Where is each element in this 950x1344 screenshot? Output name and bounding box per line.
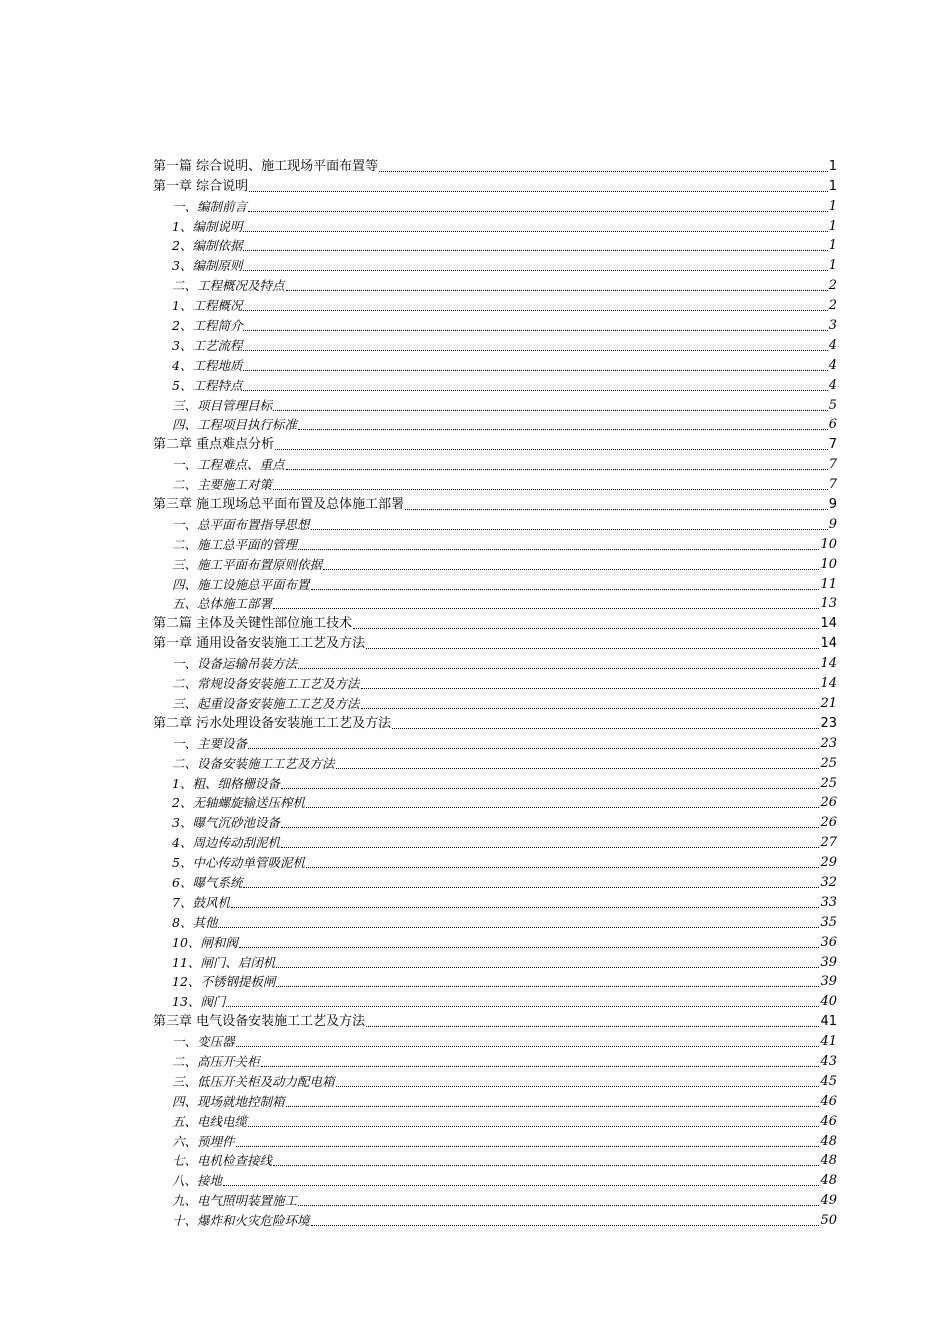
toc-sub-entry[interactable] bbox=[153, 673, 837, 693]
toc-page-number: 11 bbox=[820, 576, 837, 592]
table-of-contents bbox=[153, 156, 837, 1230]
toc-page-number: 48 bbox=[820, 1133, 837, 1149]
toc-dot-leader bbox=[273, 607, 819, 609]
toc-page-number: 35 bbox=[820, 914, 837, 930]
toc-page-number: 36 bbox=[820, 934, 837, 950]
toc-entry-title: 13、阀门 bbox=[172, 994, 226, 1010]
toc-entry-title: 二、设备安装施工工艺及方法 bbox=[172, 755, 335, 771]
toc-sub-entry[interactable] bbox=[153, 773, 837, 793]
toc-sub-entry[interactable] bbox=[153, 236, 837, 256]
toc-sub-entry[interactable] bbox=[153, 1190, 837, 1210]
toc-heading-entry[interactable] bbox=[153, 494, 837, 514]
toc-sub-entry[interactable] bbox=[153, 474, 837, 494]
toc-entry-title: 3、工艺流程 bbox=[172, 337, 243, 353]
toc-dot-leader bbox=[236, 1145, 820, 1147]
toc-dot-leader bbox=[281, 846, 819, 848]
toc-dot-leader bbox=[231, 906, 820, 908]
toc-page-number: 46 bbox=[820, 1113, 837, 1129]
toc-dot-leader bbox=[405, 508, 828, 510]
toc-page-number: 23 bbox=[820, 715, 837, 731]
toc-page-number: 1 bbox=[828, 238, 837, 254]
toc-entry-title: 四、工程项目执行标准 bbox=[172, 417, 298, 433]
toc-page-number: 14 bbox=[820, 616, 837, 632]
toc-dot-leader bbox=[223, 1184, 819, 1186]
toc-dot-leader bbox=[306, 866, 819, 868]
toc-sub-entry[interactable] bbox=[153, 375, 837, 395]
toc-dot-leader bbox=[281, 787, 819, 789]
toc-dot-leader bbox=[248, 1125, 819, 1127]
toc-page-number: 7 bbox=[828, 437, 837, 453]
toc-entry-title: 一、总平面布置指导思想 bbox=[172, 516, 310, 532]
toc-entry-title: 2、编制依据 bbox=[172, 238, 243, 254]
toc-sub-entry[interactable] bbox=[153, 653, 837, 673]
toc-entry-title: 二、施工总平面的管理 bbox=[172, 536, 298, 552]
toc-dot-leader bbox=[243, 249, 827, 251]
toc-page-number: 26 bbox=[820, 815, 837, 831]
toc-page-number: 1 bbox=[828, 258, 837, 274]
toc-entry-title: 11、闸门、启闭机 bbox=[172, 954, 276, 970]
toc-entry-title: 10、闸和阀 bbox=[172, 934, 238, 950]
toc-sub-entry[interactable] bbox=[153, 554, 837, 574]
toc-heading-entry[interactable] bbox=[153, 176, 837, 196]
toc-page-number: 39 bbox=[820, 974, 837, 990]
toc-dot-leader bbox=[243, 309, 827, 311]
toc-dot-leader bbox=[306, 806, 819, 808]
toc-page-number: 50 bbox=[820, 1213, 837, 1229]
toc-entry-title: 3、曝气沉砂池设备 bbox=[172, 815, 280, 831]
toc-dot-leader bbox=[276, 966, 819, 968]
toc-entry-title: 第一篇 综合说明、施工现场平面布置等 bbox=[153, 158, 379, 174]
toc-sub-entry[interactable] bbox=[153, 793, 837, 813]
toc-page-number: 6 bbox=[828, 417, 837, 433]
toc-dot-leader bbox=[336, 767, 820, 769]
toc-entry-title: 十、爆炸和火灾危险环境 bbox=[172, 1213, 310, 1229]
toc-sub-entry[interactable] bbox=[153, 832, 837, 852]
toc-entry-title: 第三章 电气设备安装施工工艺及方法 bbox=[153, 1014, 366, 1030]
toc-entry-title: 四、现场就地控制箱 bbox=[172, 1093, 285, 1109]
toc-page-number: 1 bbox=[828, 178, 837, 194]
toc-dot-leader bbox=[273, 409, 828, 411]
toc-sub-entry[interactable] bbox=[153, 594, 837, 614]
toc-page-number: 10 bbox=[820, 556, 837, 572]
toc-sub-entry[interactable] bbox=[153, 733, 837, 753]
toc-entry-title: 二、常规设备安装施工工艺及方法 bbox=[172, 676, 360, 692]
toc-dot-leader bbox=[311, 1224, 820, 1226]
toc-sub-entry[interactable] bbox=[153, 1151, 837, 1171]
toc-heading-entry[interactable] bbox=[153, 1011, 837, 1031]
toc-sub-entry[interactable] bbox=[153, 1210, 837, 1230]
toc-entry-title: 5、中心传动单管吸泥机 bbox=[172, 855, 305, 871]
toc-page-number: 48 bbox=[820, 1153, 837, 1169]
toc-sub-entry[interactable] bbox=[153, 1091, 837, 1111]
toc-dot-leader bbox=[243, 369, 827, 371]
toc-dot-leader bbox=[361, 707, 820, 709]
toc-dot-leader bbox=[218, 926, 819, 928]
toc-page-number: 1 bbox=[828, 198, 837, 214]
toc-sub-entry[interactable] bbox=[153, 1131, 837, 1151]
toc-dot-leader bbox=[298, 1204, 819, 1206]
toc-dot-leader bbox=[239, 946, 820, 948]
toc-page-number: 5 bbox=[828, 397, 837, 413]
toc-page-number: 48 bbox=[820, 1173, 837, 1189]
toc-entry-title: 三、施工平面布置原则依据 bbox=[172, 556, 323, 572]
toc-sub-entry[interactable] bbox=[153, 912, 837, 932]
toc-page-number: 2 bbox=[828, 278, 837, 294]
toc-page-number: 45 bbox=[820, 1073, 837, 1089]
toc-entry-title: 一、设备运输吊装方法 bbox=[172, 656, 298, 672]
toc-dot-leader bbox=[286, 1105, 820, 1107]
toc-entry-title: 三、项目管理目标 bbox=[172, 397, 273, 413]
toc-page-number: 41 bbox=[820, 1034, 837, 1050]
toc-sub-entry[interactable] bbox=[153, 196, 837, 216]
toc-page-number: 1 bbox=[828, 158, 837, 174]
toc-heading-entry[interactable] bbox=[153, 156, 837, 176]
toc-sub-entry[interactable] bbox=[153, 1051, 837, 1071]
toc-entry-title: 第一章 综合说明 bbox=[153, 178, 249, 194]
toc-page-number: 7 bbox=[828, 477, 837, 493]
toc-entry-title: 3、编制原则 bbox=[172, 258, 243, 274]
toc-sub-entry[interactable] bbox=[153, 991, 837, 1011]
toc-entry-title: 一、工程难点、重点 bbox=[172, 457, 285, 473]
toc-entry-title: 6、曝气系统 bbox=[172, 874, 243, 890]
toc-entry-title: 1、编制说明 bbox=[172, 218, 243, 234]
toc-entry-title: 8、其他 bbox=[172, 914, 218, 930]
toc-dot-leader bbox=[273, 1164, 819, 1166]
toc-entry-title: 五、总体施工部署 bbox=[172, 596, 273, 612]
toc-page-number: 25 bbox=[820, 775, 837, 791]
toc-entry-title: 1、工程概况 bbox=[172, 298, 243, 314]
toc-dot-leader bbox=[243, 329, 827, 331]
toc-dot-leader bbox=[243, 389, 827, 391]
toc-page-number: 10 bbox=[820, 536, 837, 552]
toc-page-number: 3 bbox=[828, 318, 837, 334]
toc-dot-leader bbox=[243, 269, 827, 271]
toc-sub-entry[interactable] bbox=[153, 216, 837, 236]
toc-dot-leader bbox=[276, 985, 819, 987]
toc-dot-leader bbox=[379, 170, 828, 172]
toc-entry-title: 一、编制前言 bbox=[172, 198, 248, 214]
toc-entry-title: 一、主要设备 bbox=[172, 735, 248, 751]
toc-page-number: 1 bbox=[828, 218, 837, 234]
toc-sub-entry[interactable] bbox=[153, 932, 837, 952]
toc-sub-entry[interactable] bbox=[153, 972, 837, 992]
toc-entry-title: 九、电气照明装置施工 bbox=[172, 1193, 298, 1209]
toc-dot-leader bbox=[275, 448, 828, 450]
toc-heading-entry[interactable] bbox=[153, 633, 837, 653]
toc-dot-leader bbox=[281, 826, 819, 828]
toc-dot-leader bbox=[248, 747, 819, 749]
toc-heading-entry[interactable] bbox=[153, 713, 837, 733]
toc-entry-title: 第二章 污水处理设备安装施工工艺及方法 bbox=[153, 715, 392, 731]
toc-page-number: 49 bbox=[820, 1193, 837, 1209]
toc-sub-entry[interactable] bbox=[153, 574, 837, 594]
toc-dot-leader bbox=[261, 1065, 820, 1067]
toc-sub-entry[interactable] bbox=[153, 395, 837, 415]
toc-dot-leader bbox=[353, 627, 819, 629]
toc-sub-entry[interactable] bbox=[153, 872, 837, 892]
toc-heading-entry[interactable] bbox=[153, 613, 837, 633]
toc-page-number: 27 bbox=[820, 835, 837, 851]
toc-page-number: 40 bbox=[820, 994, 837, 1010]
toc-page-number: 14 bbox=[820, 676, 837, 692]
toc-page-number: 13 bbox=[820, 596, 837, 612]
toc-dot-leader bbox=[361, 687, 820, 689]
toc-entry-title: 第二章 重点难点分析 bbox=[153, 437, 275, 453]
toc-dot-leader bbox=[243, 349, 827, 351]
toc-sub-entry[interactable] bbox=[153, 275, 837, 295]
toc-sub-entry[interactable] bbox=[153, 753, 837, 773]
toc-sub-entry[interactable] bbox=[153, 1170, 837, 1190]
toc-entry-title: 六、预埋件 bbox=[172, 1133, 235, 1149]
toc-page-number: 26 bbox=[820, 795, 837, 811]
toc-dot-leader bbox=[248, 210, 828, 212]
toc-sub-entry[interactable] bbox=[153, 514, 837, 534]
toc-entry-title: 一、变压器 bbox=[172, 1034, 235, 1050]
toc-page-number: 39 bbox=[820, 954, 837, 970]
toc-dot-leader bbox=[249, 190, 828, 192]
toc-entry-title: 2、无轴螺旋输送压榨机 bbox=[172, 795, 305, 811]
toc-entry-title: 12、不锈钢提板闸 bbox=[172, 974, 276, 990]
toc-sub-entry[interactable] bbox=[153, 952, 837, 972]
toc-entry-title: 4、周边传动刮泥机 bbox=[172, 835, 280, 851]
toc-page-number: 4 bbox=[828, 377, 837, 393]
toc-page-number: 25 bbox=[820, 755, 837, 771]
toc-page-number: 4 bbox=[828, 337, 837, 353]
toc-page-number: 21 bbox=[820, 695, 837, 711]
toc-dot-leader bbox=[226, 1005, 819, 1007]
toc-dot-leader bbox=[336, 1085, 820, 1087]
toc-page-number: 32 bbox=[820, 874, 837, 890]
toc-page-number: 29 bbox=[820, 855, 837, 871]
toc-entry-title: 第二篇 主体及关键性部位施工技术 bbox=[153, 616, 353, 632]
toc-sub-entry[interactable] bbox=[153, 812, 837, 832]
toc-dot-leader bbox=[236, 1045, 820, 1047]
toc-entry-title: 二、主要施工对策 bbox=[172, 477, 273, 493]
toc-entry-title: 二、工程概况及特点 bbox=[172, 278, 285, 294]
toc-sub-entry[interactable] bbox=[153, 693, 837, 713]
toc-entry-title: 四、施工设施总平面布置 bbox=[172, 576, 310, 592]
toc-dot-leader bbox=[323, 568, 819, 570]
toc-page-number: 2 bbox=[828, 298, 837, 314]
toc-entry-title: 7、鼓风机 bbox=[172, 894, 230, 910]
toc-entry-title: 八、接地 bbox=[172, 1173, 223, 1189]
toc-sub-entry[interactable] bbox=[153, 355, 837, 375]
toc-sub-entry[interactable] bbox=[153, 454, 837, 474]
toc-sub-entry[interactable] bbox=[153, 255, 837, 275]
toc-entry-title: 七、电机检查接线 bbox=[172, 1153, 273, 1169]
toc-entry-title: 五、电线电缆 bbox=[172, 1113, 248, 1129]
toc-dot-leader bbox=[286, 468, 828, 470]
toc-page-number: 9 bbox=[828, 516, 837, 532]
toc-page-number: 14 bbox=[820, 656, 837, 672]
toc-entry-title: 2、工程简介 bbox=[172, 318, 243, 334]
toc-dot-leader bbox=[366, 1025, 819, 1027]
toc-dot-leader bbox=[311, 528, 828, 530]
toc-entry-title: 第一章 通用设备安装施工工艺及方法 bbox=[153, 636, 366, 652]
toc-page-number: 33 bbox=[820, 894, 837, 910]
toc-entry-title: 二、高压开关柜 bbox=[172, 1053, 260, 1069]
toc-sub-entry[interactable] bbox=[153, 852, 837, 872]
toc-sub-entry[interactable] bbox=[153, 415, 837, 435]
toc-page-number: 14 bbox=[820, 636, 837, 652]
toc-sub-entry[interactable] bbox=[153, 1111, 837, 1131]
toc-sub-entry[interactable] bbox=[153, 892, 837, 912]
toc-entry-title: 三、低压开关柜及动力配电箱 bbox=[172, 1073, 335, 1089]
toc-sub-entry[interactable] bbox=[153, 534, 837, 554]
toc-entry-title: 三、起重设备安装施工工艺及方法 bbox=[172, 695, 360, 711]
toc-dot-leader bbox=[243, 886, 819, 888]
toc-dot-leader bbox=[298, 548, 819, 550]
toc-sub-entry[interactable] bbox=[153, 335, 837, 355]
toc-dot-leader bbox=[311, 588, 820, 590]
toc-dot-leader bbox=[243, 230, 827, 232]
toc-sub-entry[interactable] bbox=[153, 1031, 837, 1051]
toc-page-number: 46 bbox=[820, 1093, 837, 1109]
toc-dot-leader bbox=[298, 428, 828, 430]
toc-dot-leader bbox=[298, 667, 819, 669]
toc-dot-leader bbox=[392, 727, 819, 729]
toc-page-number: 9 bbox=[828, 497, 837, 513]
toc-page-number: 41 bbox=[820, 1014, 837, 1030]
toc-entry-title: 5、工程特点 bbox=[172, 377, 243, 393]
toc-sub-entry[interactable] bbox=[153, 1071, 837, 1091]
toc-page-number: 23 bbox=[820, 735, 837, 751]
toc-entry-title: 第三章 施工现场总平面布置及总体施工部署 bbox=[153, 497, 405, 513]
toc-entry-title: 1、粗、细格栅设备 bbox=[172, 775, 280, 791]
toc-heading-entry[interactable] bbox=[153, 434, 837, 454]
toc-dot-leader bbox=[273, 488, 828, 490]
toc-dot-leader bbox=[366, 647, 819, 649]
toc-sub-entry[interactable] bbox=[153, 295, 837, 315]
toc-page-number: 43 bbox=[820, 1053, 837, 1069]
toc-page-number: 4 bbox=[828, 357, 837, 373]
toc-sub-entry[interactable] bbox=[153, 315, 837, 335]
toc-page-number: 7 bbox=[828, 457, 837, 473]
toc-dot-leader bbox=[286, 289, 828, 291]
toc-entry-title: 4、工程地质 bbox=[172, 357, 243, 373]
